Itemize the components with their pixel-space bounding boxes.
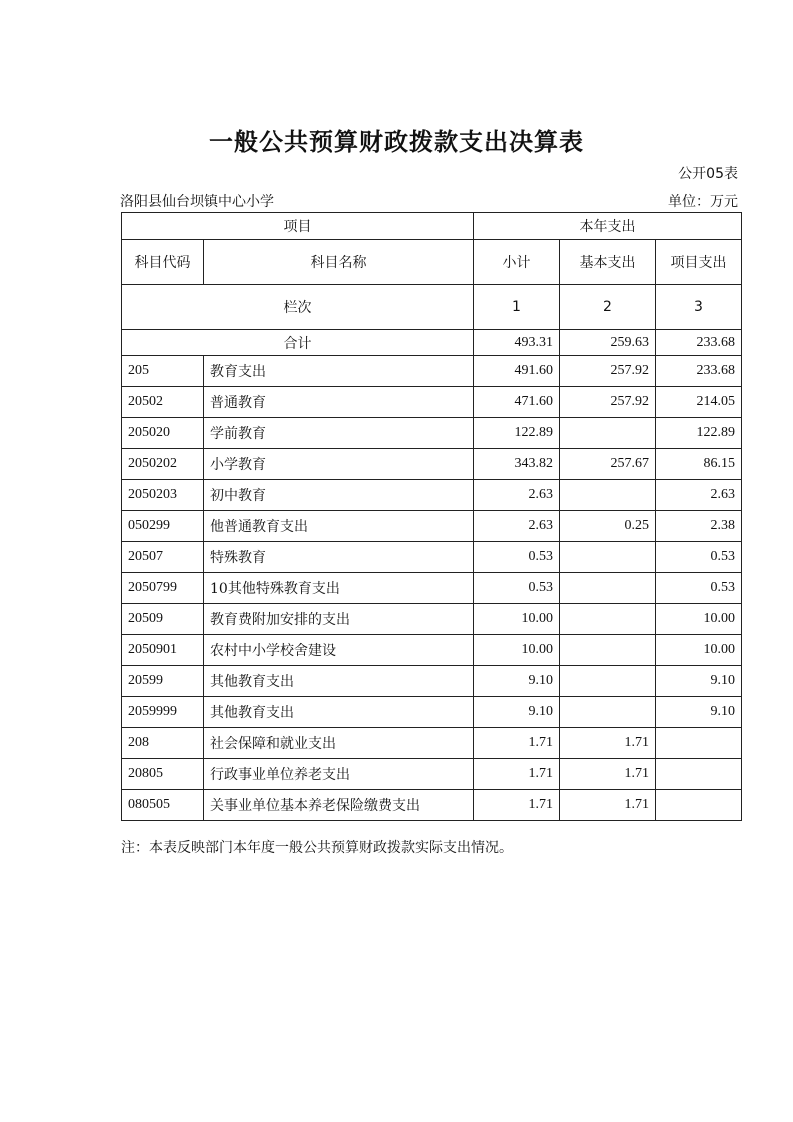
table-row bbox=[122, 480, 742, 511]
table-row bbox=[122, 635, 742, 666]
total-subtotal: 493.31 bbox=[474, 330, 560, 356]
header-item: 项目 bbox=[122, 213, 474, 240]
project-cell: 0.53 bbox=[656, 573, 742, 604]
total-basic: 259.63 bbox=[560, 330, 656, 356]
subtotal-cell: 1.71 bbox=[474, 728, 560, 759]
subtotal-cell: 2.63 bbox=[474, 511, 560, 542]
project-cell: 122.89 bbox=[656, 418, 742, 449]
subject-code: 2050799 bbox=[122, 573, 204, 604]
footnote: 注：本表反映部门本年度一般公共预算财政拨款实际支出情况。 bbox=[121, 840, 513, 856]
project-cell bbox=[656, 759, 742, 790]
table-row bbox=[122, 697, 742, 728]
table-row bbox=[122, 418, 742, 449]
subject-code: 2050901 bbox=[122, 635, 204, 666]
subtotal-cell: 0.53 bbox=[474, 542, 560, 573]
basic-cell bbox=[560, 573, 656, 604]
basic-cell bbox=[560, 542, 656, 573]
column-no-3: 3 bbox=[656, 285, 742, 330]
subject-name: 特殊教育 bbox=[204, 542, 474, 573]
project-cell: 214.05 bbox=[656, 387, 742, 418]
header-row-1 bbox=[122, 213, 742, 240]
subject-name: 普通教育 bbox=[204, 387, 474, 418]
subject-name: 关事业单位基本养老保险缴费支出 bbox=[204, 790, 474, 821]
project-cell: 2.38 bbox=[656, 511, 742, 542]
total-label: 合计 bbox=[122, 330, 474, 356]
subject-name: 其他教育支出 bbox=[204, 666, 474, 697]
subject-name: 教育费附加安排的支出 bbox=[204, 604, 474, 635]
subject-code: 050299 bbox=[122, 511, 204, 542]
subject-code: 20507 bbox=[122, 542, 204, 573]
basic-cell bbox=[560, 697, 656, 728]
table-row bbox=[122, 728, 742, 759]
subtotal-cell: 2.63 bbox=[474, 480, 560, 511]
total-project: 233.68 bbox=[656, 330, 742, 356]
subject-name: 农村中小学校舍建设 bbox=[204, 635, 474, 666]
basic-cell bbox=[560, 666, 656, 697]
subject-code: 20599 bbox=[122, 666, 204, 697]
header-code: 科目代码 bbox=[122, 240, 204, 285]
table-row bbox=[122, 356, 742, 387]
column-no-1: 1 bbox=[474, 285, 560, 330]
header-year-expense: 本年支出 bbox=[474, 213, 742, 240]
subject-code: 208 bbox=[122, 728, 204, 759]
header-name: 科目名称 bbox=[204, 240, 474, 285]
basic-cell: 0.25 bbox=[560, 511, 656, 542]
table-row bbox=[122, 387, 742, 418]
total-row bbox=[122, 330, 742, 356]
basic-cell: 1.71 bbox=[560, 728, 656, 759]
basic-cell bbox=[560, 418, 656, 449]
basic-cell bbox=[560, 480, 656, 511]
project-cell bbox=[656, 728, 742, 759]
subject-name: 其他教育支出 bbox=[204, 697, 474, 728]
subject-code: 20502 bbox=[122, 387, 204, 418]
header-basic: 基本支出 bbox=[560, 240, 656, 285]
subject-code: 20805 bbox=[122, 759, 204, 790]
project-cell: 0.53 bbox=[656, 542, 742, 573]
unit-label: 单位：万元 bbox=[668, 194, 738, 210]
subject-code: 2050202 bbox=[122, 449, 204, 480]
subject-code: 20509 bbox=[122, 604, 204, 635]
basic-cell bbox=[560, 635, 656, 666]
subtotal-cell: 122.89 bbox=[474, 418, 560, 449]
table-row bbox=[122, 790, 742, 821]
project-cell: 9.10 bbox=[656, 666, 742, 697]
subtotal-cell: 9.10 bbox=[474, 666, 560, 697]
subtotal-cell: 471.60 bbox=[474, 387, 560, 418]
basic-cell: 257.67 bbox=[560, 449, 656, 480]
project-cell: 2.63 bbox=[656, 480, 742, 511]
subtotal-cell: 9.10 bbox=[474, 697, 560, 728]
subject-name: 学前教育 bbox=[204, 418, 474, 449]
subject-name: 小学教育 bbox=[204, 449, 474, 480]
expenditure-table bbox=[121, 212, 742, 821]
table-row bbox=[122, 573, 742, 604]
subject-name: 初中教育 bbox=[204, 480, 474, 511]
subject-code: 205 bbox=[122, 356, 204, 387]
table-row bbox=[122, 449, 742, 480]
table-row bbox=[122, 759, 742, 790]
subtotal-cell: 10.00 bbox=[474, 604, 560, 635]
form-number: 公开05表 bbox=[678, 166, 738, 182]
project-cell: 10.00 bbox=[656, 604, 742, 635]
subject-code: 080505 bbox=[122, 790, 204, 821]
subtotal-cell: 1.71 bbox=[474, 759, 560, 790]
header-subtotal: 小计 bbox=[474, 240, 560, 285]
subject-code: 205020 bbox=[122, 418, 204, 449]
subject-name: 10其他特殊教育支出 bbox=[204, 573, 474, 604]
project-cell bbox=[656, 790, 742, 821]
column-no-label: 栏次 bbox=[122, 285, 474, 330]
subtotal-cell: 343.82 bbox=[474, 449, 560, 480]
table-row bbox=[122, 666, 742, 697]
table-row bbox=[122, 542, 742, 573]
column-no-2: 2 bbox=[560, 285, 656, 330]
organization-name: 洛阳县仙台坝镇中心小学 bbox=[120, 194, 274, 210]
subject-code: 2050203 bbox=[122, 480, 204, 511]
project-cell: 10.00 bbox=[656, 635, 742, 666]
subject-name: 他普通教育支出 bbox=[204, 511, 474, 542]
subtotal-cell: 10.00 bbox=[474, 635, 560, 666]
header-project: 项目支出 bbox=[656, 240, 742, 285]
project-cell: 86.15 bbox=[656, 449, 742, 480]
basic-cell bbox=[560, 604, 656, 635]
subject-name: 教育支出 bbox=[204, 356, 474, 387]
subtotal-cell: 0.53 bbox=[474, 573, 560, 604]
subject-name: 社会保障和就业支出 bbox=[204, 728, 474, 759]
basic-cell: 1.71 bbox=[560, 759, 656, 790]
column-number-row bbox=[122, 285, 742, 330]
subtotal-cell: 491.60 bbox=[474, 356, 560, 387]
basic-cell: 257.92 bbox=[560, 387, 656, 418]
basic-cell: 1.71 bbox=[560, 790, 656, 821]
subtotal-cell: 1.71 bbox=[474, 790, 560, 821]
subject-name: 行政事业单位养老支出 bbox=[204, 759, 474, 790]
table-row bbox=[122, 604, 742, 635]
project-cell: 9.10 bbox=[656, 697, 742, 728]
table-row bbox=[122, 511, 742, 542]
header-row-2 bbox=[122, 240, 742, 285]
basic-cell: 257.92 bbox=[560, 356, 656, 387]
subject-code: 2059999 bbox=[122, 697, 204, 728]
project-cell: 233.68 bbox=[656, 356, 742, 387]
report-title: 一般公共预算财政拨款支出决算表 bbox=[209, 128, 584, 156]
